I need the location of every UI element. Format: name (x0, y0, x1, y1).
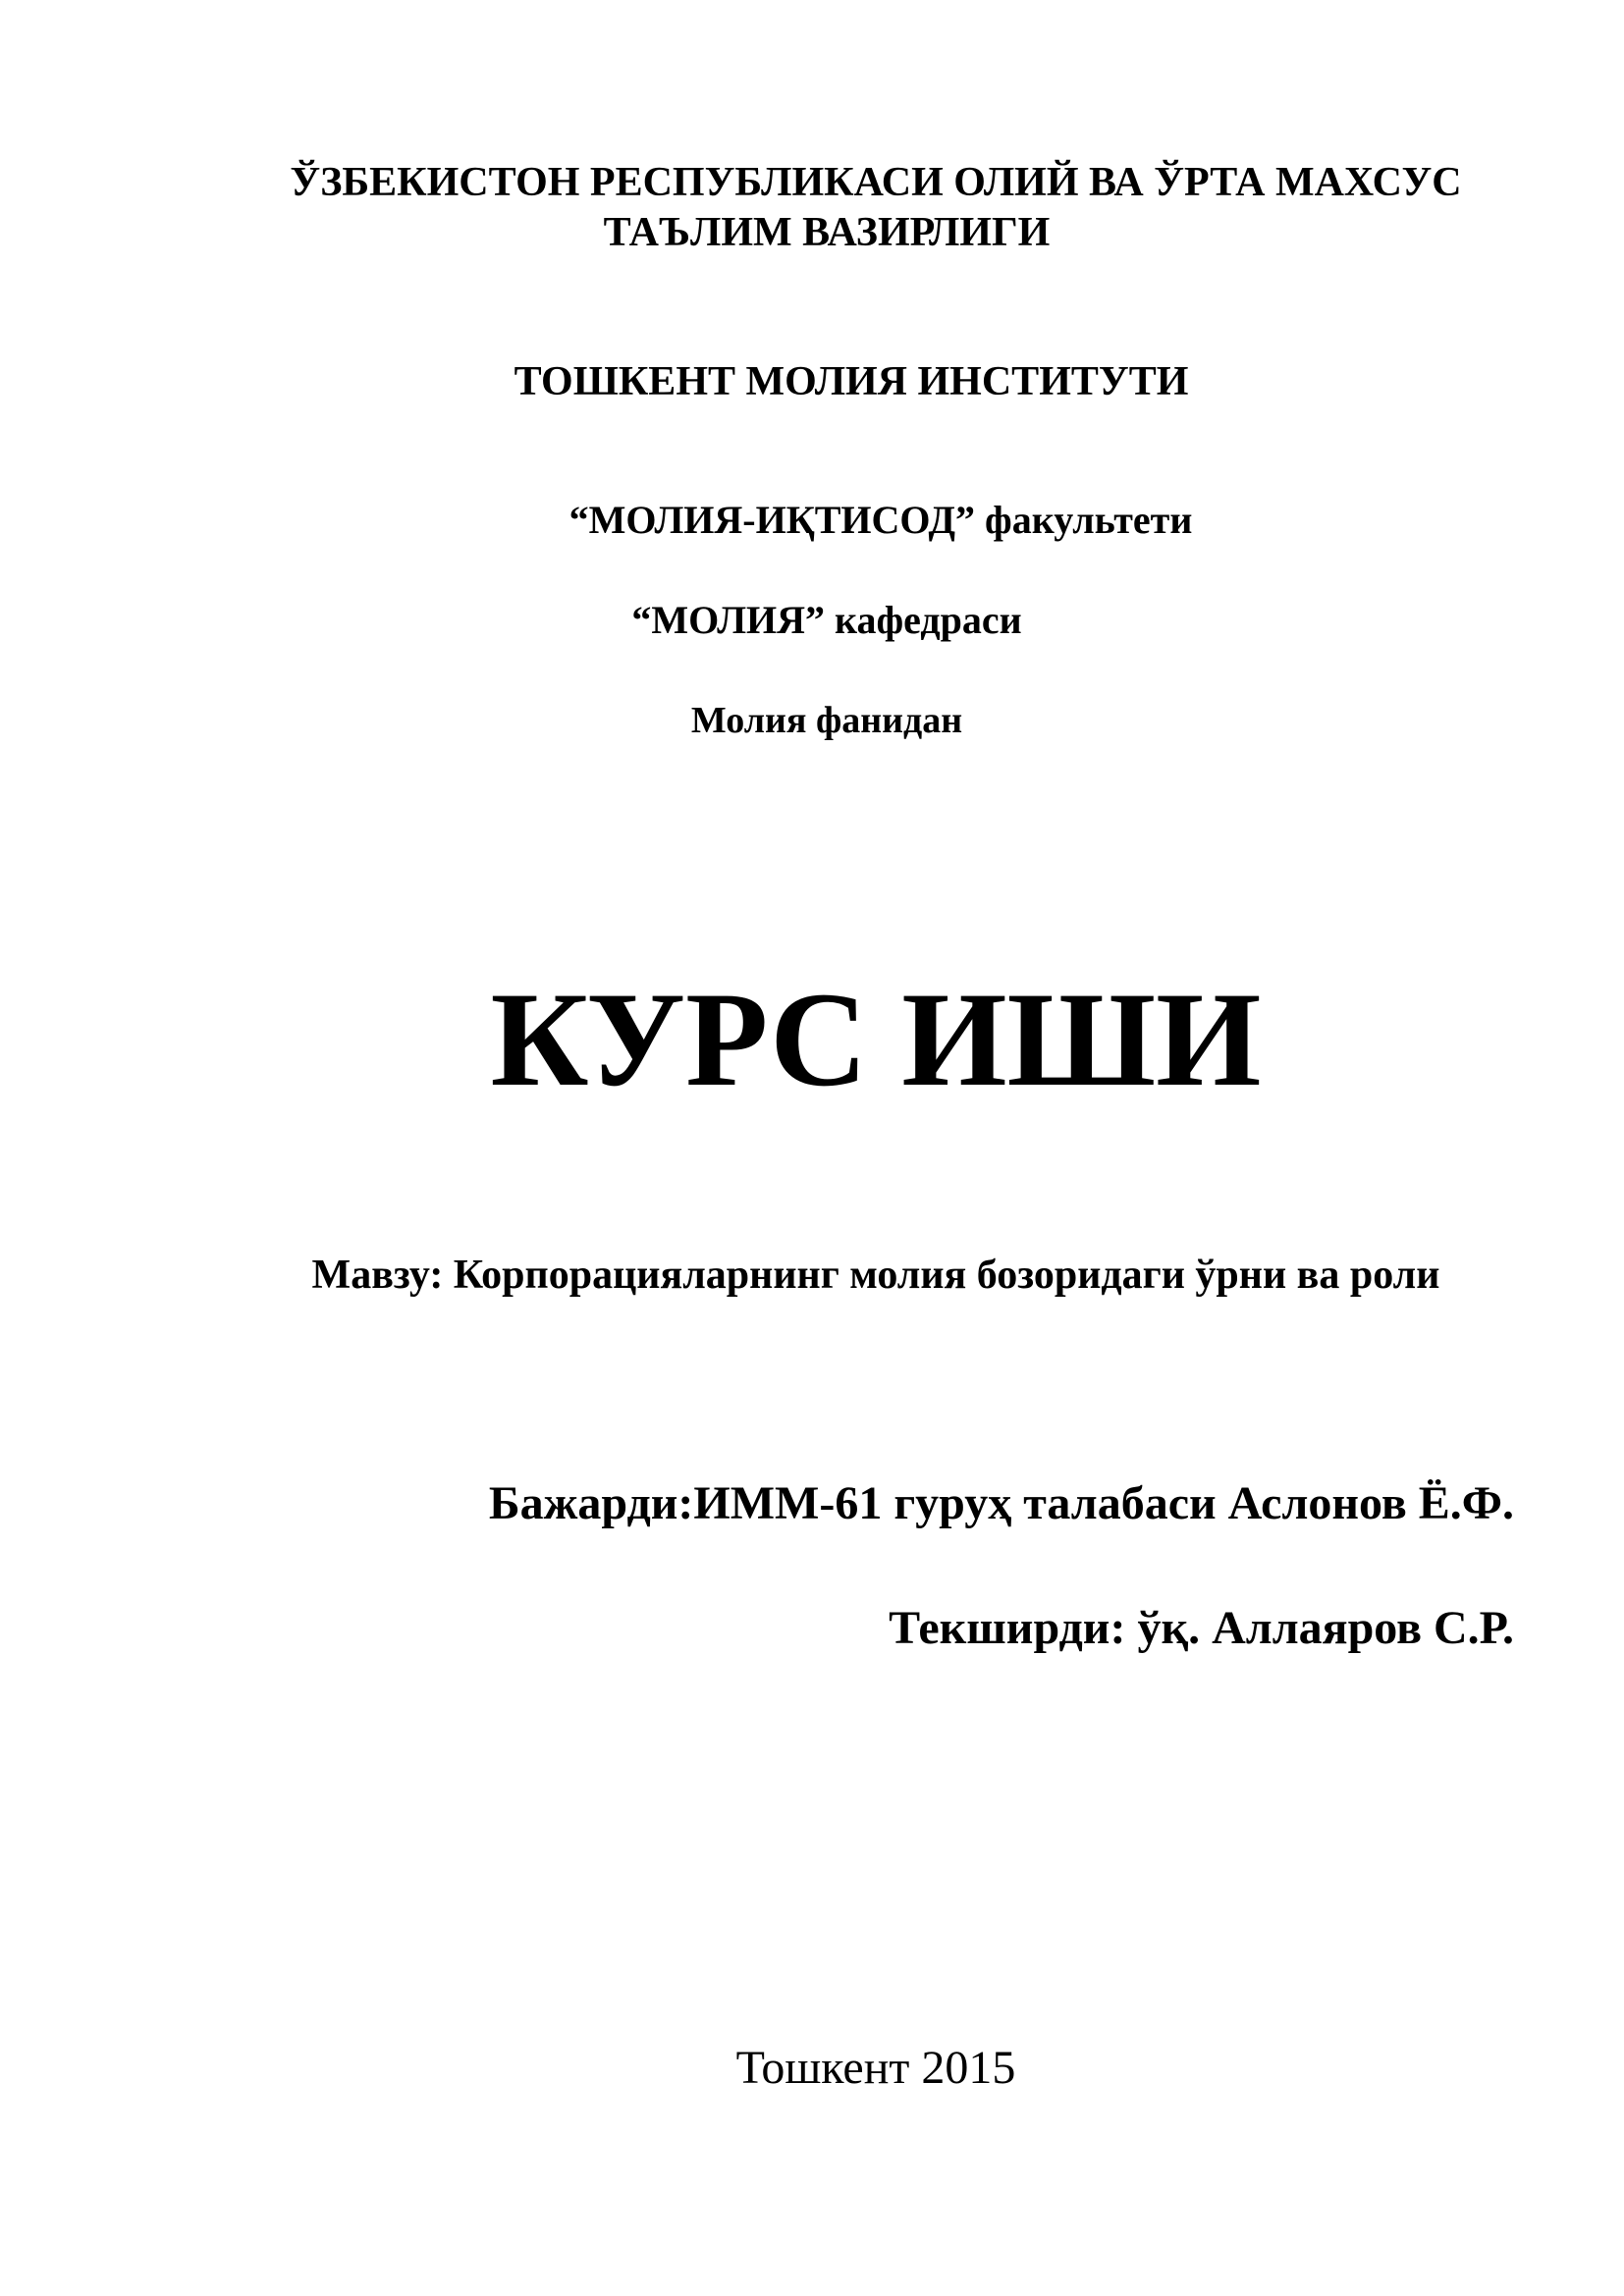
ministry-line-2: ТАЪЛИМ ВАЗИРЛИГИ (603, 210, 1051, 255)
ministry-line-1: ЎЗБЕКИСТОН РЕСПУБЛИКАСИ ОЛИЙ ВА ЎРТА МАХСУС (290, 160, 1462, 205)
performer-line: Бажарди:ИММ-61 гуруҳ талабаси Аслонов Ё.Ф. (488, 1477, 1514, 1529)
checker-line: Текширди: ўқ. Аллаяров С.Р. (889, 1602, 1514, 1654)
topic-line: Мавзу: Корпорацияларнинг молия бозоридаги ўрни ва роли (311, 1253, 1440, 1298)
city-year: Тошкент 2015 (735, 2042, 1016, 2094)
department-name: “МОЛИЯ” кафедраси (631, 598, 1022, 642)
subject-name: Молия фанидан (690, 700, 963, 741)
faculty-name: “МОЛИЯ-ИҚТИСОД” факультети (568, 498, 1193, 542)
institute-name: ТОШКЕНТ МОЛИЯ ИНСТИТУТИ (514, 359, 1189, 404)
document-title: КУРС ИШИ (490, 964, 1262, 1114)
